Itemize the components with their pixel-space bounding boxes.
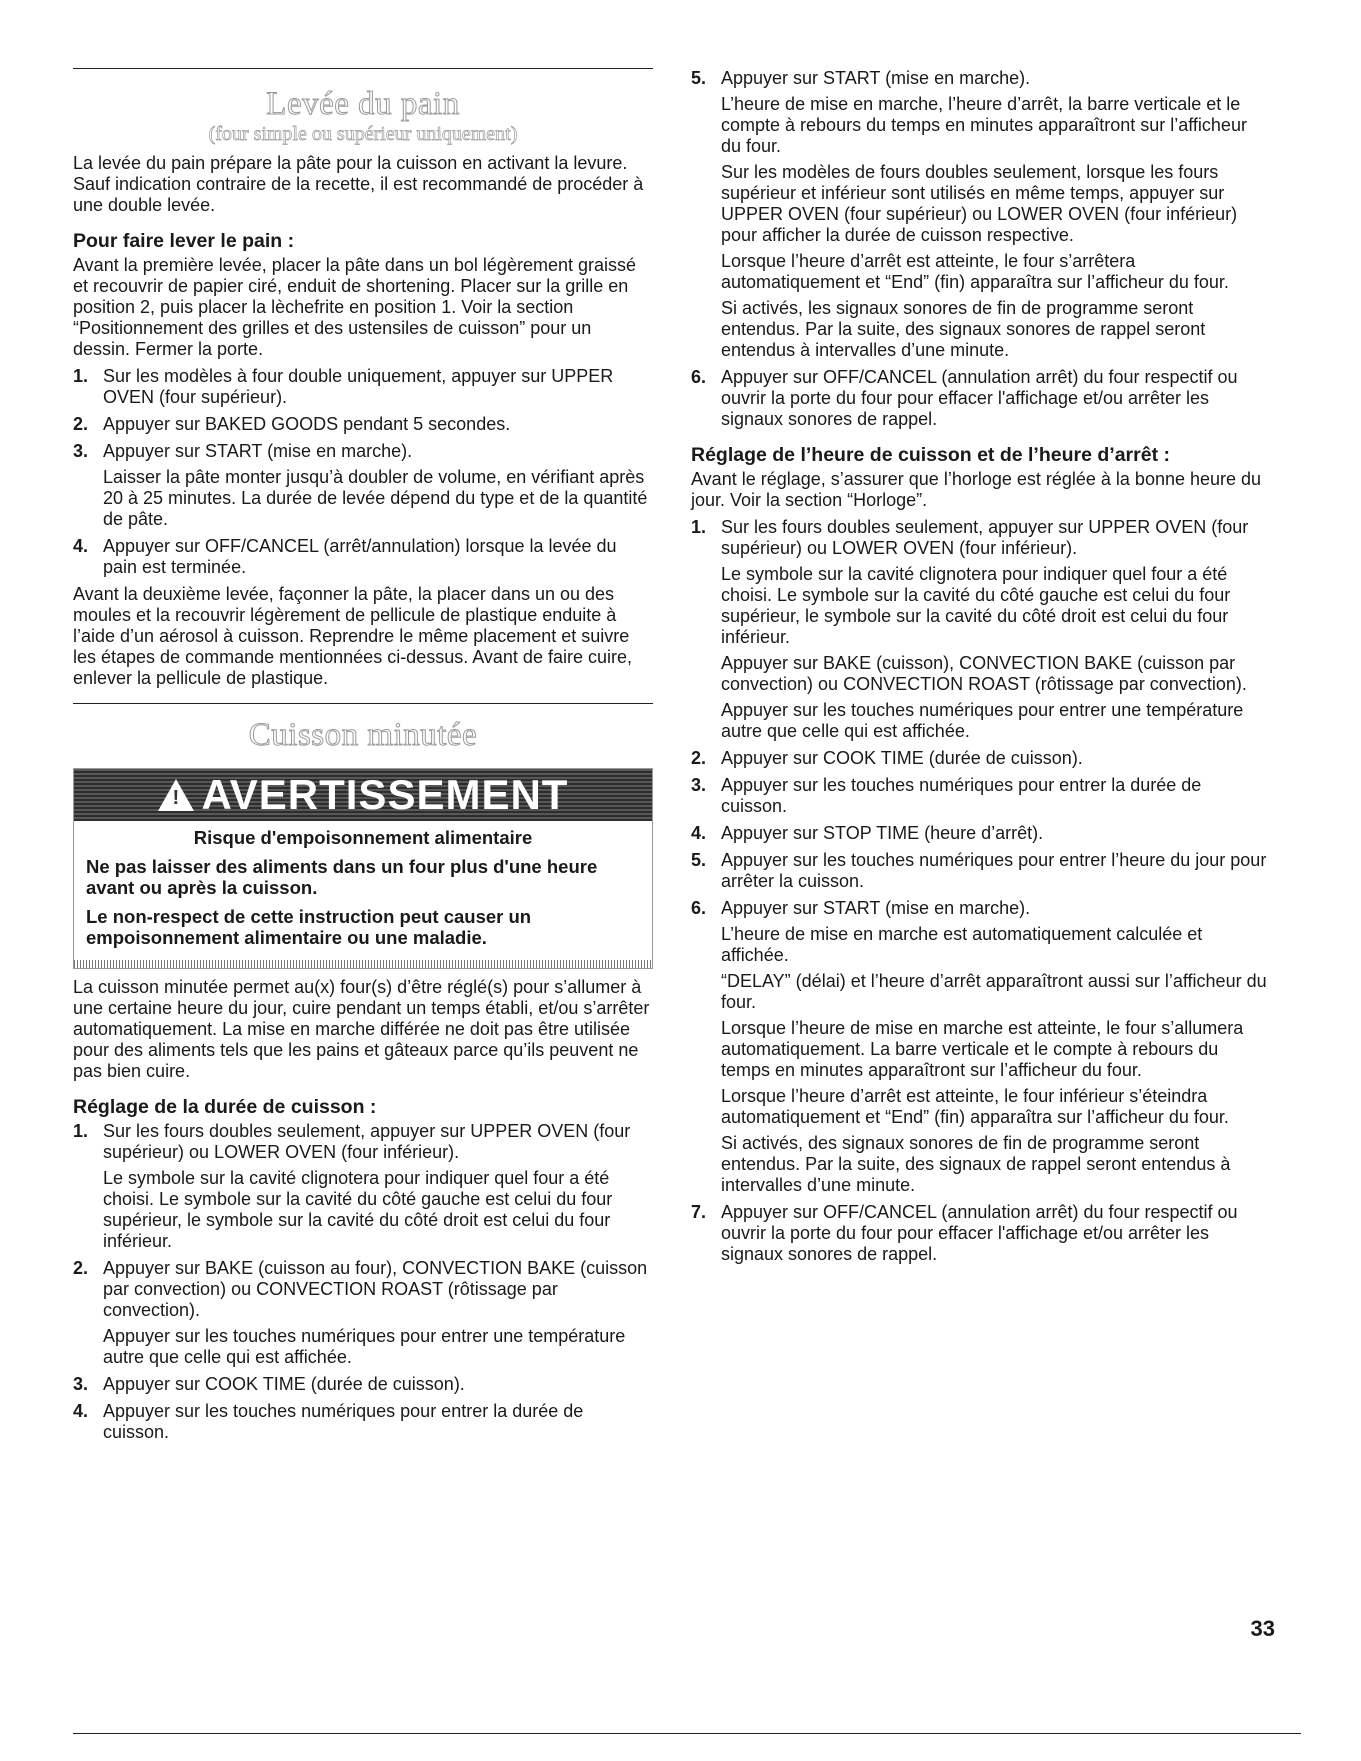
step-detail: Lorsque l’heure d’arrêt est atteinte, le four inférieur s’éteindra automatiquement et “End” (fin) apparaîtra sur l’afficheur du four. [721, 1086, 1229, 1127]
timed-cooking-intro: La cuisson minutée permet au(x) four(s) d’être réglé(s) pour s’allumer à une certaine heure du jour, cuire pendant un temps établi, et/ou s’arrêter automatiquement. La mise en marche différée ne doit pas être utilisée pour des aliments tels que les pains et gâteaux parce qu’ils peuvent ne pas bien cuire. [73, 977, 650, 1081]
warning-body [74, 821, 652, 960]
warning-risk: Risque d'empoisonnement alimentaire [193, 827, 533, 848]
bread-proof-steps [73, 366, 653, 578]
step-detail: Appuyer sur les touches numériques pour entrer une température autre que celle qui est affichée. [103, 1326, 626, 1367]
step-number: 5. [691, 68, 707, 88]
list-item [691, 898, 1271, 1196]
bread-proof-after: Avant la deuxième levée, façonner la pâte, la placer dans un ou des moules et la recouvrir légèrement de pellicule de plastique enduite à l’aide d’un aérosol à cuisson. Reprendre le même placement et suivre les étapes de commande mentionnées ci-dessus. Avant de faire cuire, enlever la pellicule de plastique. [73, 584, 632, 688]
list-item [73, 441, 653, 530]
step-detail: “DELAY” (délai) et l’heure d’arrêt apparaîtront aussi sur l’afficheur du four. [721, 971, 1267, 1012]
list-item [691, 775, 1271, 817]
step-text: Appuyer sur BAKED GOODS pendant 5 secondes. [103, 414, 511, 434]
step-detail: L’heure de mise en marche, l’heure d’arrêt, la barre verticale et le compte à rebours du temps en minutes apparaîtront sur l’afficheur du four. [721, 94, 1247, 156]
list-item [691, 68, 1271, 361]
list-item [691, 1202, 1271, 1265]
step-number: 1. [73, 1121, 89, 1141]
list-item [73, 1374, 653, 1395]
warning-line-1: Ne pas laisser des aliments dans un four plus d'une heure avant ou après la cuisson. [86, 856, 598, 898]
step-text: Appuyer sur BAKE (cuisson au four), CONVECTION BAKE (cuisson par convection) ou CONVECTION ROAST (rôtissage par convection). [103, 1258, 648, 1320]
step-number: 3. [691, 775, 707, 795]
step-detail: Si activés, les signaux sonores de fin de programme seront entendus. Par la suite, des signaux sonores de rappel seront entendus à intervalles d’une minute. [721, 298, 1206, 360]
step-number: 2. [73, 414, 89, 434]
cook-time-steps [73, 1121, 653, 1443]
warning-label: AVERTISSEMENT [201, 771, 569, 818]
step-text: Sur les fours doubles seulement, appuyer sur UPPER OVEN (four supérieur) ou LOWER OVEN (four inférieur). [103, 1121, 631, 1162]
step-number: 7. [691, 1202, 707, 1222]
bread-proof-para: Avant la première levée, placer la pâte dans un bol légèrement graissé et recouvrir de papier ciré, enduit de shortening. Placer sur la grille en position 2, puis placer la lèchefrite en position 1. Voir la section “Positionnement des grilles et des ustensiles de cuisson” pour un dessin. Fermer la porte. [73, 255, 637, 359]
warning-footer-bar [74, 960, 652, 968]
step-number: 2. [691, 748, 707, 768]
left-column [73, 68, 653, 1449]
step-detail: Le symbole sur la cavité clignotera pour indiquer quel four a été choisi. Le symbole sur la cavité du côté gauche est celui du four supérieur, le symbole sur la cavité du côté droit est celui du four inférieur. [721, 564, 1231, 647]
cook-time-steps-continued [691, 68, 1271, 430]
step-text: Appuyer sur les touches numériques pour entrer la durée de cuisson. [721, 775, 1202, 816]
list-item [691, 748, 1271, 769]
section-divider [73, 703, 653, 704]
list-item [691, 850, 1271, 892]
step-number: 3. [73, 441, 89, 461]
list-item [691, 517, 1271, 742]
step-number: 6. [691, 367, 707, 387]
list-item [73, 536, 653, 578]
step-text: Appuyer sur OFF/CANCEL (annulation arrêt) du four respectif ou ouvrir la porte du four pour effacer l'affichage et/ou arrêter les signaux sonores de rappel. [721, 367, 1238, 429]
list-item [73, 1258, 653, 1368]
step-number: 1. [691, 517, 707, 537]
step-text: Appuyer sur les touches numériques pour entrer l’heure du jour pour arrêter la cuisson. [721, 850, 1267, 891]
step-detail: Lorsque l’heure d’arrêt est atteinte, le four s’arrêtera automatiquement et “End” (fin) apparaîtra sur l’afficheur du four. [721, 251, 1229, 292]
stop-time-steps [691, 517, 1271, 1265]
step-number: 4. [73, 536, 89, 556]
stop-time-intro: Avant le réglage, s’assurer que l’horloge est réglée à la bonne heure du jour. Voir la section “Horloge”. [691, 469, 1262, 510]
step-number: 2. [73, 1258, 89, 1278]
step-text: Appuyer sur les touches numériques pour entrer la durée de cuisson. [103, 1401, 584, 1442]
step-number: 5. [691, 850, 707, 870]
step-text: Appuyer sur OFF/CANCEL (annulation arrêt) du four respectif ou ouvrir la porte du four pour effacer l'affichage et/ou arrêter les signaux sonores de rappel. [721, 1202, 1238, 1264]
step-detail: Appuyer sur BAKE (cuisson), CONVECTION BAKE (cuisson par convection) ou CONVECTION ROAST (rôtissage par convection). [721, 653, 1247, 694]
list-item [73, 366, 653, 408]
list-item [73, 1121, 653, 1252]
step-text: Appuyer sur COOK TIME (durée de cuisson). [103, 1374, 465, 1394]
warning-line-2: Le non-respect de cette instruction peut causer un empoisonnement alimentaire ou une maladie. [86, 906, 532, 948]
step-detail: Laisser la pâte monter jusqu’à doubler de volume, en vérifiant après 20 à 25 minutes. La durée de levée dépend du type et de la quantité de pâte. [103, 467, 648, 529]
list-item [691, 823, 1271, 844]
stop-time-heading: Réglage de l’heure de cuisson et de l’heure d’arrêt : [691, 444, 1170, 466]
step-text: Appuyer sur OFF/CANCEL (arrêt/annulation) lorsque la levée du pain est terminée. [103, 536, 617, 577]
step-number: 3. [73, 1374, 89, 1394]
step-number: 4. [691, 823, 707, 843]
bread-proof-heading: Pour faire lever le pain : [73, 230, 295, 252]
step-detail: Le symbole sur la cavité clignotera pour indiquer quel four a été choisi. Le symbole sur la cavité du côté gauche est celui du four supérieur, le symbole sur la cavité du côté droit est celui du four inférieur. [103, 1168, 613, 1251]
list-item [73, 1401, 653, 1443]
step-detail: Si activés, des signaux sonores de fin de programme seront entendus. Par la suite, des signaux de rappel seront entendus à intervalles d’une minute. [721, 1133, 1231, 1195]
right-column [691, 68, 1271, 1271]
step-number: 6. [691, 898, 707, 918]
warning-box [73, 768, 653, 969]
page-number: 33 [1250, 1616, 1275, 1641]
section-subtitle: (four simple ou supérieur uniquement) [208, 123, 518, 145]
step-text: Appuyer sur STOP TIME (heure d’arrêt). [721, 823, 1044, 843]
step-text: Appuyer sur START (mise en marche). [721, 898, 1031, 918]
section-title-bread-proof: Levée du pain [266, 86, 460, 122]
list-item [73, 414, 653, 435]
step-text: Sur les modèles à four double uniquement, appuyer sur UPPER OVEN (four supérieur). [103, 366, 614, 407]
step-number: 1. [73, 366, 89, 386]
step-text: Appuyer sur START (mise en marche). [103, 441, 413, 461]
step-number: 4. [73, 1401, 89, 1421]
warning-banner [74, 769, 652, 821]
cook-time-heading: Réglage de la durée de cuisson : [73, 1096, 377, 1118]
warning-triangle-icon: ! [158, 779, 194, 811]
list-item [691, 367, 1271, 430]
bottom-rule [73, 1733, 1301, 1734]
bread-proof-intro: La levée du pain prépare la pâte pour la cuisson en activant la levure. Sauf indication contraire de la recette, il est recommandé de procéder à une double levée. [73, 153, 644, 215]
step-text: Appuyer sur COOK TIME (durée de cuisson). [721, 748, 1083, 768]
section-divider [73, 68, 653, 69]
step-detail: Lorsque l’heure de mise en marche est atteinte, le four s’allumera automatiquement. La barre verticale et le compte à rebours du temps en minutes apparaîtront sur l’afficheur du four. [721, 1018, 1244, 1080]
section-title-timed-cooking: Cuisson minutée [248, 717, 478, 753]
step-text: Appuyer sur START (mise en marche). [721, 68, 1031, 88]
step-detail: Sur les modèles de fours doubles seulement, lorsque les fours supérieur et inférieur sont utilisés en même temps, appuyer sur UPPER OVEN (four supérieur) ou LOWER OVEN (four inférieur) pour afficher la durée de cuisson respective. [721, 162, 1238, 245]
step-text: Sur les fours doubles seulement, appuyer sur UPPER OVEN (four supérieur) ou LOWER OVEN (four inférieur). [721, 517, 1249, 558]
step-detail: L’heure de mise en marche est automatiquement calculée et affichée. [721, 924, 1203, 965]
step-detail: Appuyer sur les touches numériques pour entrer une température autre que celle qui est affichée. [721, 700, 1244, 741]
